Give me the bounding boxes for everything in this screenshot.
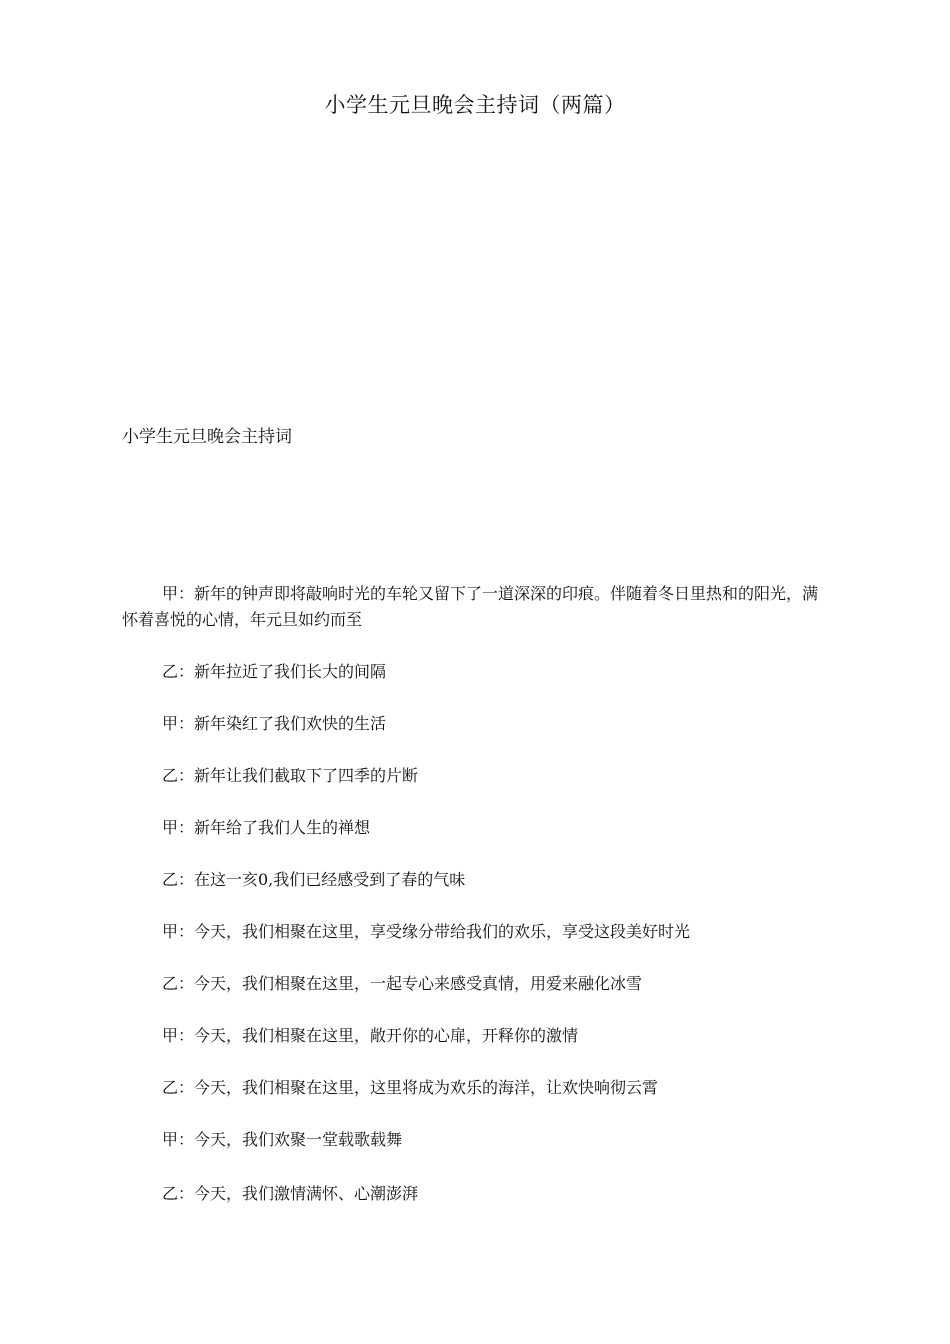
dialogue-paragraph: 甲：今天，我们欢聚一堂载歌载舞 xyxy=(162,1130,403,1149)
dialogue-paragraph: 甲：新年的钟声即将敲响时光的车轮又留下了一道深深的印痕。伴随着冬日里热和的阳光，满怀着喜悦的心情，年元旦如约而至 xyxy=(122,584,819,629)
dialogue-paragraph: 甲：新年给了我们人生的禅想 xyxy=(162,818,371,837)
document-title: 小学生元旦晚会主持词（两篇） xyxy=(324,93,626,117)
section-heading: 小学生元旦晚会主持词 xyxy=(122,427,292,447)
dialogue-paragraph: 甲：新年染红了我们欢快的生活 xyxy=(162,714,387,733)
dialogue-paragraph: 甲：今天，我们相聚在这里，敞开你的心扉，开释你的激情 xyxy=(162,1026,579,1045)
dialogue-paragraph: 乙：新年让我们截取下了四季的片断 xyxy=(162,766,419,785)
dialogue-paragraph: 乙：新年拉近了我们长大的间隔 xyxy=(162,662,387,681)
dialogue-paragraph: 乙：今天，我们相聚在这里，一起专心来感受真情，用爱来融化冰雪 xyxy=(162,974,643,993)
dialogue-paragraph: 乙：今天，我们激情满怀、心潮澎湃 xyxy=(162,1184,419,1203)
dialogue-paragraph: 乙：今天，我们相聚在这里，这里将成为欢乐的海洋，让欢快响彻云霄 xyxy=(162,1078,659,1097)
dialogue-paragraph: 乙：在这一亥0,我们已经感受到了春的气味 xyxy=(162,870,466,889)
dialogue-paragraph: 甲：今天，我们相聚在这里，享受缘分带给我们的欢乐，享受这段美好时光 xyxy=(162,922,691,941)
